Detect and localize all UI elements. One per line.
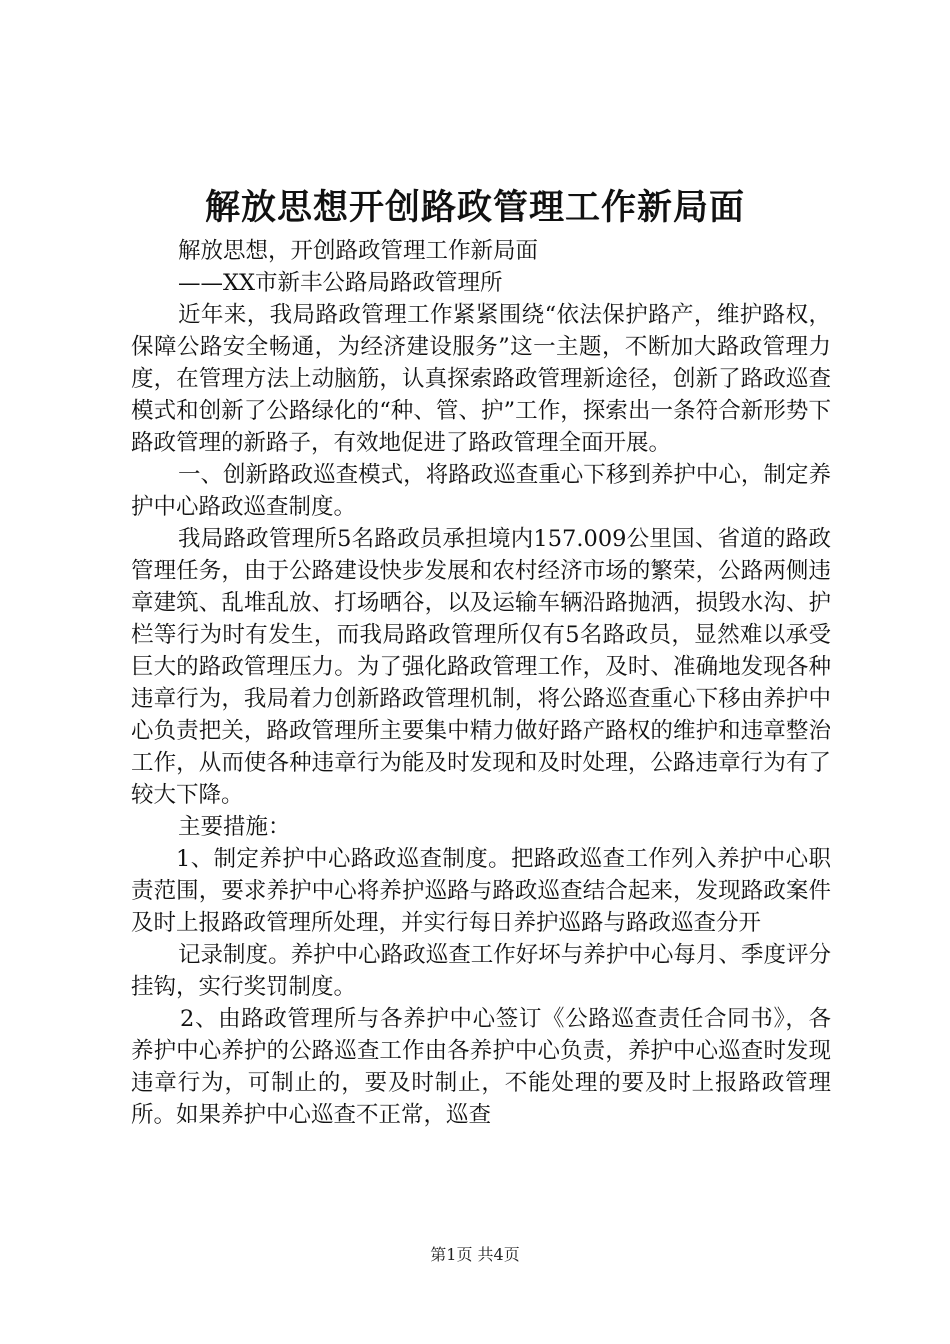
paragraph-measure-two: 2、由路政管理所与各养护中心签订《公路巡查责任合同书》，各养护中心养护的公路巡查工作由各养护中心负责，养护中心巡查时发现违章行为，可制止的，要及时制止，不能处理的要及时上报路政管理所。如果养护中心巡查不正常，巡查: [131, 1006, 831, 1128]
document-body: [131, 235, 831, 1131]
paragraph-subtitle: 解放思想，开创路政管理工作新局面: [178, 238, 539, 264]
document-title: 解放思想开创路政管理工作新局面: [204, 187, 745, 228]
paragraph-heading-one: 一、创新路政巡查模式，将路政巡查重心下移到养护中心，制定养护中心路政巡查制度。: [131, 462, 831, 520]
paragraph-author: ——XX市新丰公路局路政管理所: [178, 270, 503, 296]
paragraph-intro: 近年来，我局路政管理工作紧紧围绕“依法保护路产，维护路权，保障公路安全畅通，为经济建设服务”这一主题，不断加大路政管理力度，在管理方法上动脑筋，认真探索路政管理新途径，创新了路政巡查模式和创新了公路绿化的“种、管、护”工作，探索出一条符合新形势下路政管理的新路子，有效地促进了路政管理全面开展。: [131, 302, 831, 456]
page-number-footer: 第1页 共4页: [430, 1245, 520, 1264]
paragraph-measure-one-continued: 记录制度。养护中心路政巡查工作好坏与养护中心每月、季度评分挂钩，实行奖罚制度。: [131, 942, 831, 1000]
paragraph-background: 我局路政管理所5名路政员承担境内157.009公里国、省道的路政管理任务，由于公路建设快步发展和农村经济市场的繁荣，公路两侧违章建筑、乱堆乱放、打场晒谷，以及运输车辆沿路抛洒，损毁水沟、护栏等行为时有发生，而我局路政管理所仅有5名路政员，显然难以承受巨大的路政管理压力。为了强化路政管理工作，及时、准确地发现各种违章行为，我局着力创新路政管理机制，将公路巡查重心下移由养护中心负责把关，路政管理所主要集中精力做好路产路权的维护和违章整治工作，从而使各种违章行为能及时发现和及时处理，公路违章行为有了较大下降。: [131, 526, 831, 808]
paragraph-measures-label: 主要措施：: [178, 814, 291, 840]
paragraph-measure-one: 1、制定养护中心路政巡查制度。把路政巡查工作列入养护中心职责范围，要求养护中心将养护巡路与路政巡查结合起来，发现路政案件及时上报路政管理所处理，并实行每日养护巡路与路政巡查分开: [131, 846, 831, 936]
